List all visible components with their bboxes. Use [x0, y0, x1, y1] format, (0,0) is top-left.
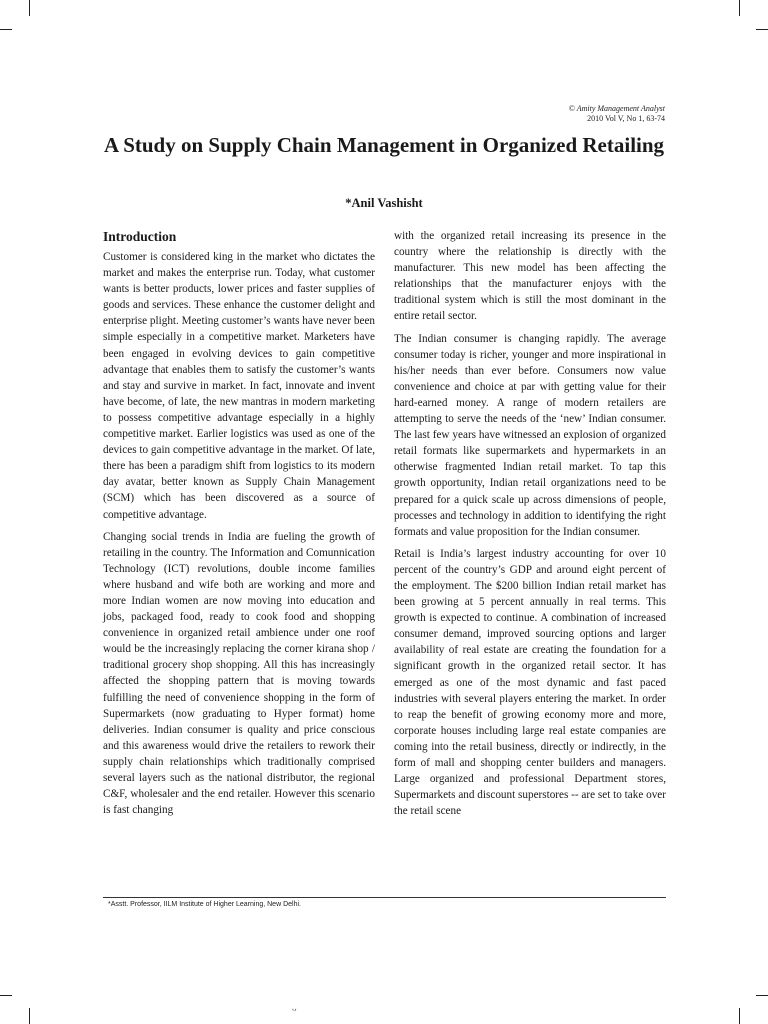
left-column — [103, 228, 375, 824]
right-column — [394, 228, 666, 825]
crop-mark — [29, 0, 30, 16]
paragraph: Customer is considered king in the market who dictates the market and makes the enterprise run. Today, what customer wants is better products, lower prices and faster supplies of goods and services. These enhance the customer delight and enterprise plight. Meeting customer’s wants have never been simple especially in a competitive market. Marketers have been engaged in evolving devices to gain competitive advantage that enables them to satisfy the customer’s wants and stay and survive in market. In fact, innovate and invent have become, of late, the new mantras in modern marketing to possess competitive advantage especially in a highly competitive market. Earlier logistics was used as one of the devices to gain competitive advantage in the market. Of late, there has been a paradigm shift from logistics to its modern day avatar, better known as Supply Chain Management (SCM) which has been discovered as a source of competitive advantage. — [103, 251, 375, 521]
author-name: *Anil Vashisht — [345, 196, 423, 210]
crop-mark — [739, 0, 740, 16]
section-heading-introduction: Introduction — [103, 229, 177, 244]
journal-name: © Amity Management Analyst — [568, 104, 665, 113]
crop-mark — [756, 29, 768, 30]
crop-mark — [0, 29, 12, 30]
journal-header — [569, 104, 665, 124]
paragraph: The Indian consumer is changing rapidly. The average consumer today is richer, younger and more inspirational in his/her needs than ever before. Consumers now value convenience and choice at par with getting value for their hard-earned money. A range of modern retailers are attempting to serve the needs of the ‘new’ Indian consumer. The last few years have witnessed an explosion of organized retail formats like supermarkets and hypermarkets in an otherwise fragmented Indian retail market. To tap this growth opportunity, Indian retail organizations need to be prepared for a quick scale up across dimensions of people, processes and technology in addition to identifying the right formats and value proposition for the Indian consumer. — [394, 332, 666, 538]
crop-mark — [739, 1008, 740, 1024]
footnote-divider — [103, 897, 666, 898]
paper-title: A Study on Supply Chain Management in Organized Retailing — [103, 133, 665, 157]
journal-issue: 2010 Vol V, No 1, 63-74 — [587, 114, 665, 123]
page-mark: ᴗ — [292, 1003, 297, 1013]
paragraph: Changing social trends in India are fueling the growth of retailing in the country. The Information and Comunnication Technology (ICT) revolutions, double income families where husband and wife both are working and more and more Indian women are now moving into education and jobs, packaged food, ready to cook food and shopping convenience in organized retail ambience under one roof would be the increasingly replacing the corner kirana shop / traditional grocery shop shopping. All this has increasingly affected the shopping pattern that is moving towards fulfilling the need of convenience shopping in the form of Supermarkets (now graduating to Hyper format) home deliveries. Indian consumer is quality and price conscious and this awareness would drive the retailers to rework their supply chain relationships which traditionally comprised several layers such as the national distributor, the regional C&F, wholesaler and the end retailer. However this scenario is fast changing — [103, 530, 375, 817]
footnote: *Asstt. Professor, IILM Institute of Higher Learning, New Delhi. — [108, 901, 301, 908]
crop-mark — [0, 995, 12, 996]
crop-mark — [29, 1008, 30, 1024]
crop-mark — [756, 995, 768, 996]
paragraph: Retail is India’s largest industry accounting for over 10 percent of the country’s GDP and around eight percent of the employment. The $200 billion Indian retail market has been growing at 5 percent annually in real terms. This growth is expected to continue. A combination of increased consumer demand, improved sourcing options and larger availability of real estate are creating the foundation for a significant growth in the organized retail sector. It has emerged as one of the most dynamic and fast paced industries with several players entering the market. In order to reap the benefit of growing economy more and more, corporate houses including large real estate companies are coming into the retail business, directly or indirectly, in the form of mall and shopping center builders and managers. Large organized and professional Department stores, Supermarkets and discount superstores -- are set to take over the retail scene — [394, 547, 666, 818]
paragraph: with the organized retail increasing its presence in the country where the relationship is directly with the manufacturer. This new model has been affecting the relationships that the manufacturer enjoys with the traditional system which is still the most dominant in the entire retail sector. — [394, 230, 666, 323]
